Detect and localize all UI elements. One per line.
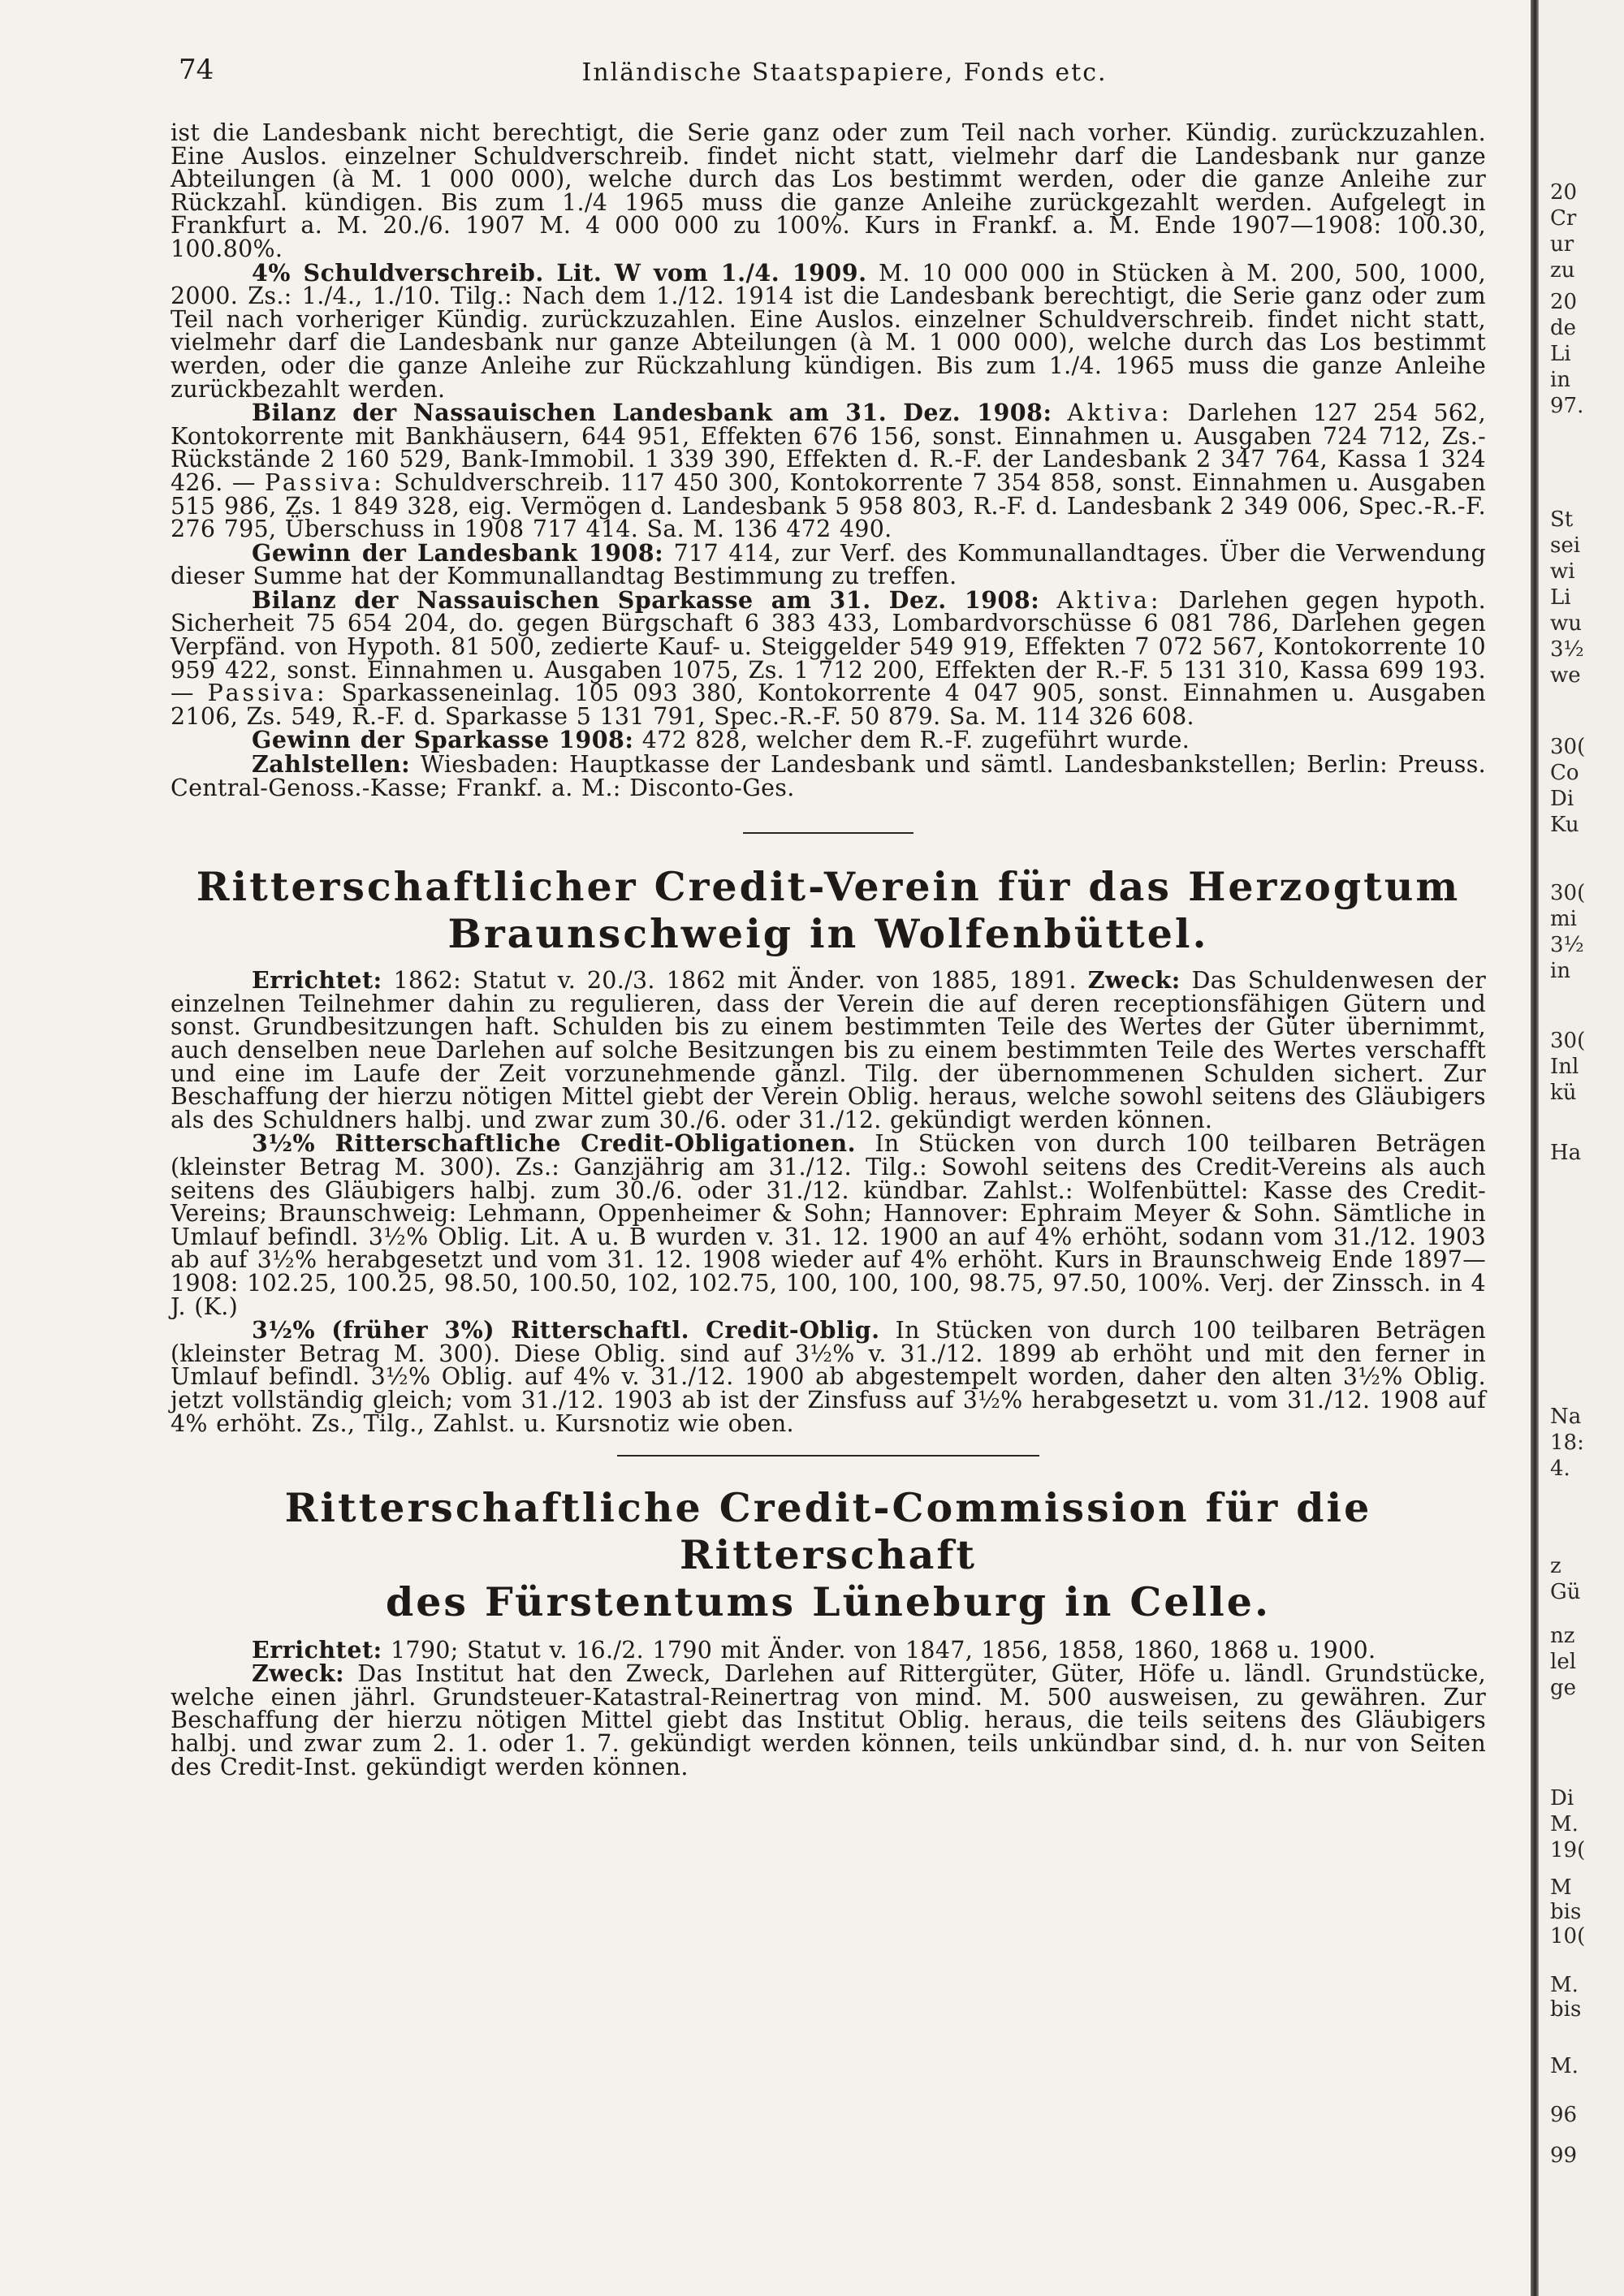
sparkasse-profit-paragraph	[171, 728, 1486, 753]
adjacent-page-text-fragment: 19(	[1550, 1838, 1586, 1862]
adjacent-page-text-fragment: 20	[1550, 180, 1578, 205]
lueneburg-title	[171, 1484, 1486, 1625]
lueneburg-founded-label: Errichtet:	[252, 1635, 382, 1664]
braunschweig-title	[171, 863, 1486, 957]
adjacent-page-text-fragment: lel	[1550, 1650, 1577, 1674]
adjacent-page-text-fragment: 30(	[1550, 735, 1586, 759]
sparkasse-aktiva-label: Aktiva:	[1056, 586, 1162, 614]
adjacent-page-text-fragment: Ha	[1550, 1141, 1582, 1165]
braunschweig-former-obligations-heading: 3½% (früher 3%) Ritterschaftl. Credit-Oblig.	[252, 1316, 880, 1344]
braunschweig-title-line-2: Braunschweig in Wolfenbüttel.	[447, 910, 1209, 958]
adjacent-page-text-fragment: ur	[1550, 232, 1574, 257]
page-number: 74	[179, 54, 214, 86]
adjacent-page-text-fragment: M.	[1550, 1973, 1579, 1997]
adjacent-page-text-fragment: mi	[1550, 907, 1577, 931]
book-gutter	[1531, 0, 1539, 2296]
adjacent-page-text-fragment: Co	[1550, 761, 1579, 785]
adjacent-page-text-fragment: Na	[1550, 1405, 1582, 1429]
adjacent-page-text-fragment: Cr	[1550, 206, 1577, 231]
adjacent-page-text-fragment: St	[1550, 507, 1574, 532]
adjacent-page-text-fragment: ge	[1550, 1676, 1577, 1700]
lueneburg-title-line-2: des Fürstentums Lüneburg in Celle.	[385, 1577, 1272, 1625]
braunschweig-obligations-paragraph	[171, 1129, 1486, 1320]
adjacent-page-text-fragment: Di	[1550, 1786, 1574, 1810]
adjacent-page-text-fragment: in	[1550, 959, 1571, 983]
nassau-paying-agents-text: Wiesbaden: Hauptkasse der Landesbank und sämtl. Landesbankstellen; Berlin: Preuss. Central-Genoss.-Kasse; Frankf. a. M.: Disconto-Ges.	[171, 751, 1486, 801]
adjacent-page-text-fragment: we	[1550, 663, 1581, 688]
adjacent-page-text-fragment: M.	[1550, 1812, 1579, 1836]
adjacent-page-text-fragment: 96	[1550, 2103, 1578, 2127]
adjacent-page-text-fragment: in	[1550, 368, 1571, 392]
landesbank-passiva-label: Passiva:	[264, 468, 385, 496]
braunschweig-founded-text: 1862: Statut v. 20./3. 1862 mit Änder. von 1885, 1891.	[382, 967, 1088, 995]
braunschweig-former-obligations-text: In Stücken von durch 100 teilbaren Beträgen (kleinster Betrag M. 300). Diese Oblig. sind auf 3½% v. 31./12. 1899 ab erhöht und mit den ferner in Umlauf befindl. 3½% Oblig. auf 4% v. 31./12. 1900 ab abgestempelt worden, daher den alten 3½% Oblig. jetzt vollständig gleich; vom 31./12. 1903 ab ist der Zinsfuss auf 3½% herabgesetzt u. vom 31./12. 1908 auf 4% erhöht. Zs., Tilg., Zahlst. u. Kursnotiz wie oben.	[171, 1317, 1486, 1437]
braunschweig-founding-paragraph	[171, 966, 1486, 1133]
adjacent-page-text-fragment: bis	[1550, 1900, 1582, 1924]
adjacent-page-text-fragment: nz	[1550, 1624, 1575, 1648]
nassau-continuation-paragraph: ist die Landesbank nicht berechtigt, die Serie ganz oder zum Teil nach vorher. Kündig. zurückzuzahlen. Eine Auslos. einzelner Schuldverschreib. findet nicht statt, vielmehr darf die Landesbank nur ganze Abteilungen (à M. 1 000 000), welche durch das Los bestimmt werden, oder die ganze Anleihe zur Rückzahl. kündigen. Bis zum 1./4 1965 muss die ganze Anleihe zurückgezahlt werden. Aufgelegt in Frankfurt a. M. 20./6. 1907 M. 4 000 000 zu 100%. Kurs in Frankf. a. M. Ende 1907—1908: 100.30, 100.80%.	[171, 119, 1486, 262]
adjacent-page-text-fragment: de	[1550, 316, 1577, 340]
nassau-bond-lit-w-paragraph	[171, 258, 1486, 403]
section-divider-long	[617, 1455, 1039, 1457]
nassau-paying-agents-heading: Zahlstellen:	[252, 750, 411, 779]
adjacent-page-text-fragment: Ku	[1550, 813, 1579, 837]
nassau-bond-lit-w-text: M. 10 000 000 in Stücken à M. 200, 500, 1000, 2000. Zs.: 1./4., 1./10. Tilg.: Nach dem 1./12. 1914 ist die Landesbank berechtigt, die Serie ganz oder zum Teil nach vorheriger Kündig. zurückzuzahlen. Eine Auslos. einzelner Schuldverschreib. findet nicht statt, vielmehr darf die Landesbank nur ganze Abteilungen (à M. 1 000 000), welche durch das Los bestimmt werden, oder die ganze Anleihe zur Rückzahlung kündigen. Bis zum 1./4. 1965 muss die ganze Anleihe zurückbezahlt werden.	[171, 259, 1486, 403]
landesbank-profit-heading: Gewinn der Landesbank 1908:	[252, 538, 664, 567]
lueneburg-purpose-label: Zweck:	[252, 1659, 345, 1688]
adjacent-page-text-fragment: 4.	[1550, 1457, 1570, 1481]
adjacent-page-text-fragment: Li	[1550, 585, 1571, 610]
nassau-bond-lit-w-heading: 4% Schuldverschreib. Lit. W vom 1./4. 1909.	[252, 258, 867, 287]
landesbank-aktiva-text: Darlehen 127 254 562, Kontokorrente mit Bankhäusern, 644 951, Effekten 676 156, sonst. Einnahmen u. Ausgaben 724 712, Zs.-Rückstände 2 160 529, Bank-Immobil. 1 339 390, Effekten d. R.-F. der Landesbank 2 347 764, Kassa 1 324 426. —	[171, 399, 1487, 496]
adjacent-page-text-fragment: sei	[1550, 533, 1581, 558]
landesbank-aktiva-label: Aktiva:	[1067, 399, 1173, 427]
landesbank-balance-paragraph	[171, 401, 1486, 542]
sparkasse-passiva-text: Sparkasseneinlag. 105 093 380, Kontokorrente 4 047 905, sonst. Einnahmen u. Ausgaben 2106, Zs. 549, R.-F. d. Sparkasse 5 131 791, Spec.-R.-F. 50 879. Sa. M. 114 326 608.	[171, 680, 1486, 730]
lueneburg-purpose-text: Das Institut hat den Zweck, Darlehen auf Rittergüter, Güter, Höfe u. ländl. Grundstücke, welche einen jährl. Grundsteuer-Katastral-Reinertrag von mind. M. 500 ausweisen, zu gewähren. Zur Beschaffung der hierzu nötigen Mittel giebt das Institut Oblig. heraus, die teils seitens des Gläubigers halbj. und zwar zum 2. 1. oder 1. 7. gekündigt werden können, teils unkündbar sind, d. h. nur von Seiten des Credit-Inst. gekündigt werden können.	[171, 1660, 1486, 1780]
braunschweig-founded-label: Errichtet:	[252, 966, 382, 995]
braunschweig-obligations-heading: 3½% Ritterschaftliche Credit-Obligationen.	[252, 1129, 857, 1158]
adjacent-page-text-fragment: kü	[1550, 1081, 1577, 1105]
adjacent-page-text-fragment: M.	[1550, 2054, 1579, 2078]
lueneburg-founded-text: 1790; Statut v. 16./2. 1790 mit Änder. von 1847, 1856, 1858, 1860, 1868 u. 1900.	[382, 1636, 1376, 1664]
landesbank-profit-text: 717 414, zur Verf. des Kommunallandtages. Über die Verwendung dieser Summe hat der Kommunallandtag Bestimmung zu treffen.	[171, 539, 1486, 590]
braunschweig-title-line-1: Ritterschaftlicher Credit-Verein für das Herzogtum	[196, 863, 1461, 911]
lueneburg-title-line-1: Ritterschaftliche Credit-Commission für die Ritterschaft	[284, 1483, 1372, 1578]
adjacent-page-text-fragment: M	[1550, 1875, 1572, 1900]
sparkasse-balance-paragraph	[171, 585, 1487, 730]
lueneburg-purpose-paragraph	[171, 1659, 1486, 1780]
sparkasse-profit-heading: Gewinn der Sparkasse 1908:	[252, 726, 634, 754]
adjacent-page-text-fragment: wu	[1550, 611, 1582, 636]
adjacent-page-text-fragment: 97.	[1550, 394, 1584, 418]
adjacent-page-text-fragment: z	[1550, 1554, 1561, 1578]
adjacent-page-text-fragment: bis	[1550, 1997, 1582, 2022]
braunschweig-purpose-label: Zweck:	[1087, 966, 1181, 995]
braunschweig-purpose-text: Das Schuldenwesen der einzelnen Teilnehmer dahin zu regulieren, dass der Verein die auf deren receptionsfähigen Gütern und sonst. Grundbesitzungen haft. Schulden bis zu einem bestimmten Teile des Wertes der Güter übernimmt, auch denselben neue Darlehen auf solche Besitzungen bis zu einem bestimmten Teile des Wertes verschafft und eine im Laufe der Zeit vorzunehmende gänzl. Tilg. der übernommenen Schulden sichert. Zur Beschaffung der hierzu nötigen Mittel giebt der Verein Oblig. heraus, welche sowohl seitens des Gläubigers als des Schuldners halbj. und zwar zum 30./6. oder 31./12. gekündigt werden können.	[171, 967, 1486, 1133]
adjacent-page-text-fragment: Inl	[1550, 1055, 1579, 1079]
adjacent-page-text-fragment: 3½	[1550, 933, 1584, 957]
adjacent-page-text-fragment: Di	[1550, 787, 1574, 811]
adjacent-page-text-fragment: 30(	[1550, 881, 1586, 905]
page-content	[171, 119, 1487, 1780]
adjacent-page-text-fragment: 10(	[1550, 1924, 1586, 1949]
sparkasse-profit-text: 472 828, welcher dem R.-F. zugeführt wurde.	[633, 727, 1190, 754]
adjacent-page-text-fragment: 20	[1550, 290, 1578, 314]
braunschweig-former-obligations-paragraph	[171, 1318, 1486, 1435]
adjacent-page-text-fragment: 18:	[1550, 1431, 1584, 1455]
adjacent-page-text-fragment: wi	[1550, 559, 1575, 584]
adjacent-page-text-fragment: Gü	[1550, 1580, 1581, 1604]
adjacent-page-edge	[1539, 0, 1624, 2296]
nassau-paying-agents-paragraph	[171, 750, 1486, 801]
adjacent-page-text-fragment: 30(	[1550, 1029, 1586, 1053]
braunschweig-obligations-text: In Stücken von durch 100 teilbaren Beträgen (kleinster Betrag M. 300). Zs.: Ganzjährig am 31./12. Tilg.: Sowohl seitens des Credit-Vereins als auch seitens des Gläubigers halbj. zum 30./6. oder 31./12. kündbar. Zahlst.: Wolfenbüttel: Kasse des Credit-Vereins; Braunschweig: Lehmann, Oppenheimer & Sohn; Hannover: Ephraim Meyer & Sohn. Sämtliche in Umlauf befindl. 3½% Oblig. Lit. A u. B wurden v. 31. 12. 1900 an auf 4% erhöht, sodann vom 31./12. 1903 ab auf 3½% herabgesetzt und vom 31. 12. 1908 wieder auf 4% erhöht. Kurs in Braunschweig Ende 1897—1908: 102.25, 100.25, 98.50, 100.50, 102, 102.75, 100, 100, 100, 98.75, 97.50, 100%. Verj. der Zinssch. in 4 J. (K.)	[171, 1130, 1486, 1320]
landesbank-profit-paragraph	[171, 538, 1486, 590]
running-title: Inländische Staatspapiere, Fonds etc.	[581, 58, 1108, 87]
sparkasse-passiva-label: Passiva:	[207, 680, 328, 707]
lueneburg-founding-paragraph	[171, 1635, 1486, 1664]
adjacent-page-text-fragment: 3½	[1550, 637, 1584, 662]
sparkasse-balance-heading: Bilanz der Nassauischen Sparkasse am 31. Dez. 1908:	[252, 585, 1040, 614]
section-divider	[743, 832, 914, 834]
landesbank-balance-heading: Bilanz der Nassauischen Landesbank am 31. Dez. 1908:	[252, 399, 1052, 427]
adjacent-page-text-fragment: zu	[1550, 258, 1575, 283]
adjacent-page-text-fragment: Li	[1550, 342, 1571, 366]
adjacent-page-text-fragment: 99	[1550, 2143, 1578, 2168]
landesbank-passiva-text: Schuldverschreib. 117 450 300, Kontokorrente 7 354 858, sonst. Einnahmen u. Ausgaben 515 986, Zs. 1 849 328, eig. Vermögen d. Landesbank 5 958 803, R.-F. d. Landesbank 2 349 006, Spec.-R.-F. 276 795, Überschuss in 1908 717 414. Sa. M. 136 472 490.	[171, 468, 1486, 543]
sparkasse-aktiva-text: Darlehen gegen hypoth. Sicherheit 75 654 204, do. gegen Bürgschaft 6 383 433, Lombardvorschüsse 6 081 786, Darlehen gegen Verpfänd. von Hypoth. 81 500, zedierte Kauf- u. Steiggelder 549 919, Effekten 7 072 567, Kontokorrente 10 959 422, sonst. Einnahmen u. Ausgaben 1075, Zs. 1 712 200, Effekten der R.-F. 5 131 310, Kassa 699 193. —	[171, 586, 1487, 707]
page-header	[179, 54, 1478, 94]
